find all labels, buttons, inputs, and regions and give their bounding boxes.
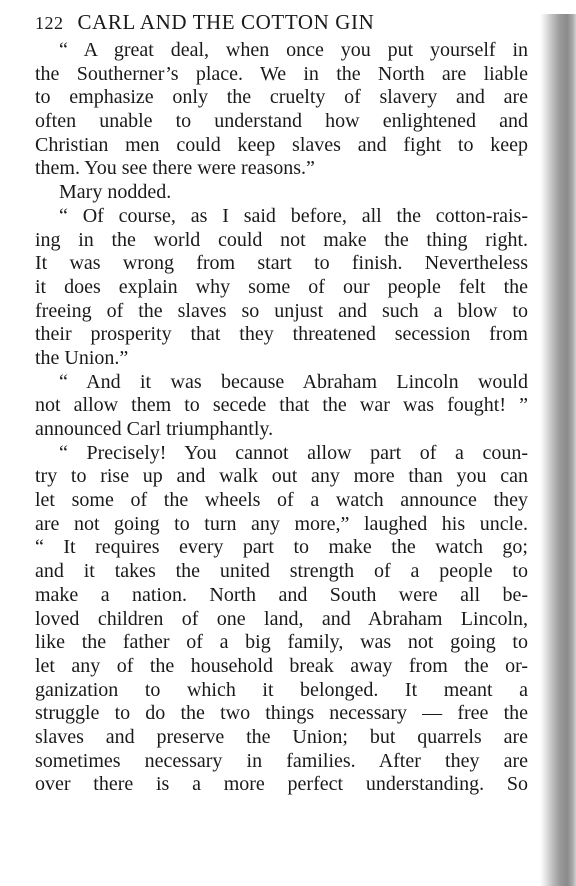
text-line: try to rise up and walk out any more than you can <box>35 465 528 488</box>
text-line: It was wrong from start to finish. Nevertheless <box>35 252 528 275</box>
page-header <box>35 10 374 36</box>
text-line: them. You see there were reasons.” <box>35 157 315 180</box>
text-line: it does explain why some of our people felt the <box>35 275 528 298</box>
text-line: “ Precisely! You cannot allow part of a coun- <box>59 441 528 464</box>
text-line: make a nation. North and South were all be- <box>35 583 528 606</box>
text-line: are not going to turn any more,” laughed his uncle. <box>35 512 528 535</box>
text-line: not allow them to secede that the war was fought! ” <box>35 394 528 417</box>
text-line: ganization to which it belonged. It meant a <box>35 678 528 701</box>
text-line: ing in the world could not make the thing right. <box>35 228 528 251</box>
text-line: loved children of one land, and Abraham Lincoln, <box>35 607 528 630</box>
text-line: slaves and preserve the Union; but quarrels are <box>35 725 528 748</box>
text-line: struggle to do the two things necessary — free the <box>35 702 528 725</box>
text-line: the Southerner’s place. We in the North are liable <box>35 62 528 85</box>
text-line: sometimes necessary in families. After they are <box>35 749 528 772</box>
text-line: “ Of course, as I said before, all the cotton-rais- <box>59 204 528 227</box>
text-line: let some of the wheels of a watch announce they <box>35 489 528 512</box>
text-line: Christian men could keep slaves and fight to keep <box>35 133 528 156</box>
text-line: the Union.” <box>35 346 129 369</box>
text-line: “ It requires every part to make the watch go; <box>35 536 528 559</box>
text-line: announced Carl triumphantly. <box>35 418 274 440</box>
body-text <box>35 39 528 797</box>
book-spine-shadow <box>540 0 576 886</box>
text-line: like the father of a big family, was not going to <box>35 631 528 654</box>
text-line: let any of the household break away from the or- <box>35 654 528 677</box>
running-title: CARL AND THE COTTON GIN <box>77 10 375 34</box>
text-line: “ And it was because Abraham Lincoln would <box>59 370 528 393</box>
text-line: their prosperity that they threatened secession from <box>35 323 528 346</box>
text-line: freeing of the slaves so unjust and such a blow to <box>35 299 528 322</box>
text-line: to emphasize only the cruelty of slavery and are <box>35 86 528 109</box>
text-line: “ A great deal, when once you put yourself in <box>59 39 528 61</box>
text-line: Mary nodded. <box>59 181 172 204</box>
text-line: over there is a more perfect understanding. So <box>35 773 528 796</box>
page-number: 122 <box>35 13 64 33</box>
text-line: and it takes the united strength of a people to <box>35 560 528 583</box>
spine-top-edge <box>540 0 576 14</box>
text-line: often unable to understand how enlightened and <box>35 110 528 133</box>
